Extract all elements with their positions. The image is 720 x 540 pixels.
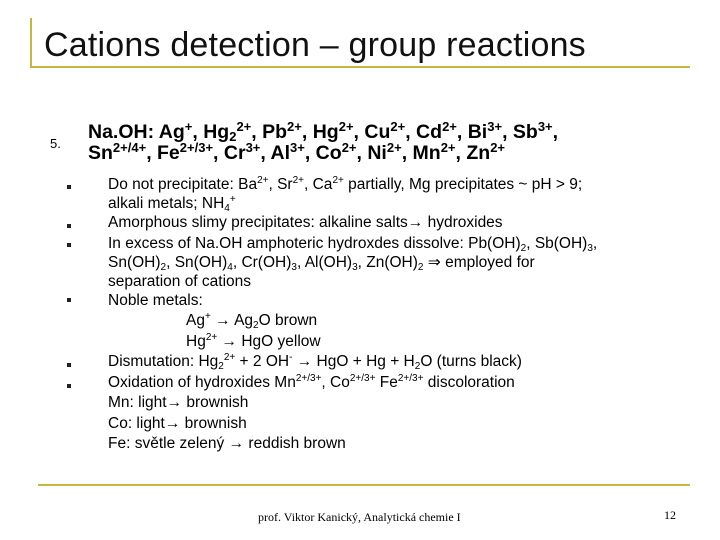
slide-title: Cations detection – group reactions [44,26,586,64]
sub-item-co: Co: light→ brownish [108,414,247,432]
list-item: Do not precipitate: $Ba^{2+}$, $Sr^{2+}$, $Ca^{2+}$ partially, Mg precipitates ~ pH > 9; [108,175,583,193]
bullet-marker [67,363,71,367]
item-number: 5. [50,136,61,151]
list-item: Oxidation of hydroxides $Mn^{2+/3+}$, $Co^{2+/3+}$ $Fe^{2+/3+}$ discoloration [108,372,515,391]
list-item: In excess of Na.OH amphoteric hydroxdes dissolve: $Pb(OH)_2$, $Sb(OH)_3$, [108,234,598,254]
bullet-marker [67,185,71,189]
list-item-continuation: alkali metals; $NH_4^+$ [108,194,236,214]
bullet-list [108,175,698,455]
sub-item-mn: Mn: light→ brownish [108,394,249,411]
bullet-marker [67,384,71,388]
list-item: Amorphous slimy precipitates: alkaline salts→ hydroxides [108,214,503,231]
page-number: 12 [664,508,676,522]
heading-line-2: $Sn^{2+/4+}$, $Fe^{2+/3+}$, $Cr^{3+}$, $Al^{3+}$, $Co^{2+}$, $Ni^{2+}$, $Mn^{2+}$, $Zn^{2+}$ [88,140,506,164]
reagent-heading [88,119,559,164]
bullet-marker [67,298,71,302]
bullet-marker [67,243,71,247]
heading-line-1: Na.OH: Ag+, $Hg_2^{2+}$, $Pb^{2+}$, $Hg^{2+}$, $Cu^{2+}$, $Cd^{2+}$, $Bi^{3+}$, $Sb^{3+}$, [88,119,559,144]
list-item: Noble metals: [108,291,203,309]
list-item-continuation: $Sn(OH)_2$, $Sn(OH)_4$, $Cr(OH)_3$, $Al(OH)_3$, $Zn(OH)_2$ ⇒ employed for [108,253,535,273]
frame-vertical-line [30,18,32,68]
frame-horizontal-line [30,66,690,68]
list-item-continuation: separation of cations [108,272,252,290]
list-item: Dismutation: $Hg_2^{2+} + 2$ OH- → HgO + $Hg + H_2O$ (turns black) [108,352,522,372]
bullet-marker [67,224,71,228]
footer-author: prof. Viktor Kanický, Analytická chemie I [258,510,461,524]
sub-item: $Hg^{2+}$ → HgO yellow [186,331,321,350]
sub-item-fe: Fe: světle zelený → reddish brown [108,435,346,452]
sub-item: $Ag^+ \to Ag_2O$ brown [186,311,318,331]
footer-divider-line [38,484,690,486]
